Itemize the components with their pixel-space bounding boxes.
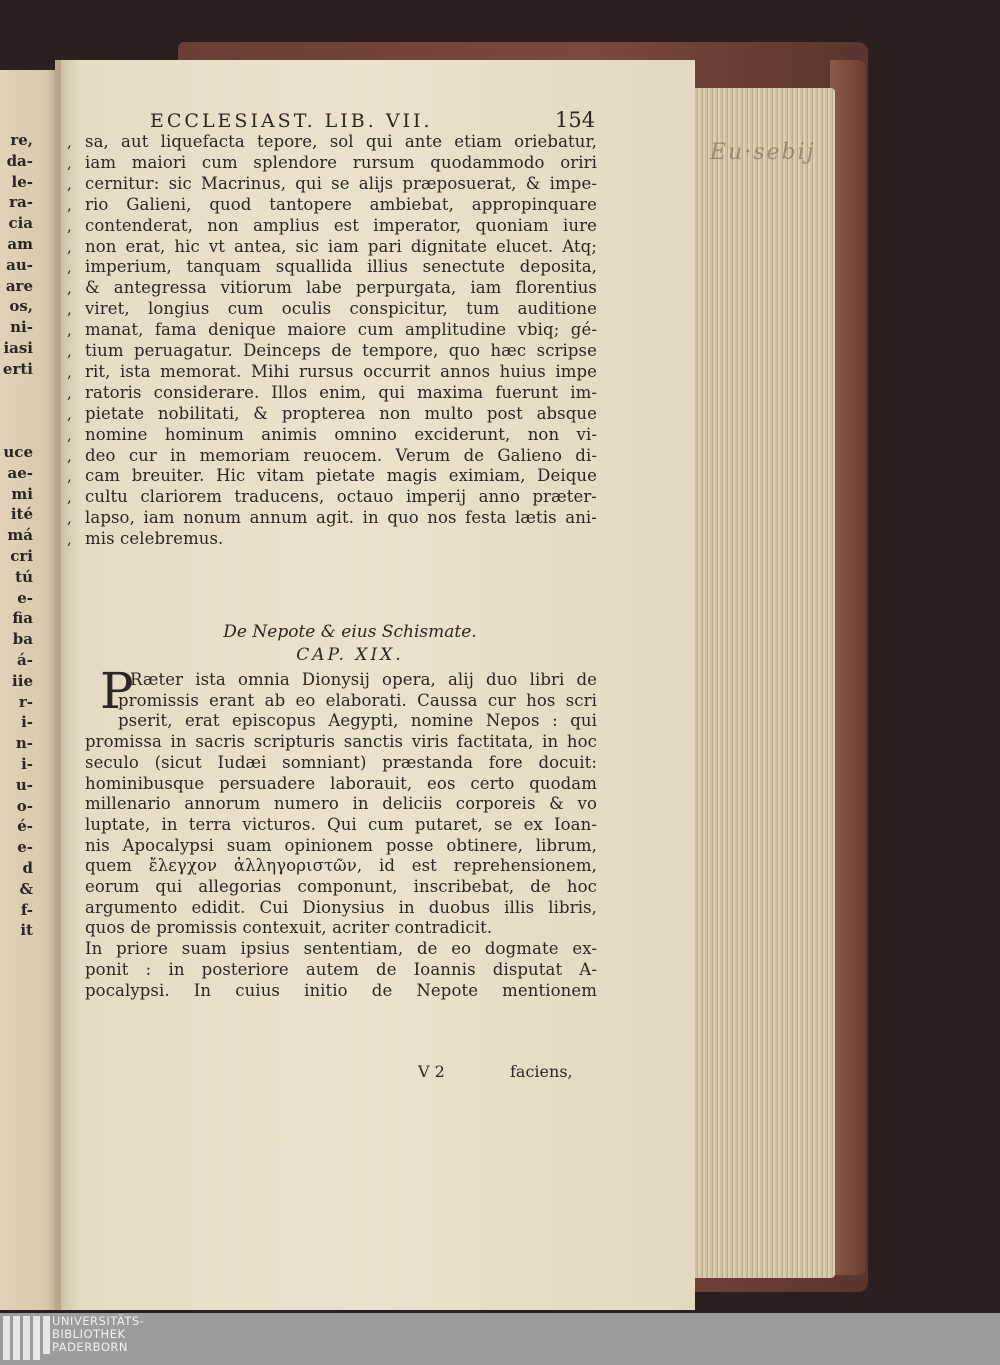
margin-quote-mark: ,	[67, 174, 72, 193]
facing-page-fragment: are	[5, 276, 33, 295]
facing-page-fragment: ni-	[10, 318, 33, 337]
margin-quote-mark: ,	[67, 467, 72, 486]
facing-page-fragment: u-	[15, 775, 33, 794]
signature-mark: V 2	[418, 1062, 445, 1081]
facing-page-fragment: erti	[2, 359, 33, 378]
page-gutter	[55, 60, 61, 1310]
chapter-title: De Nepote & eius Schismate.	[223, 622, 477, 642]
margin-quote-mark: ,	[67, 195, 72, 214]
text-line: manat, fama denique maiore cum amplitudine vbiq; gé-	[85, 320, 597, 340]
text-line: tium peruagatur. Deinceps de tempore, quo hæc scripse	[85, 341, 597, 360]
text-line: luptate, in terra victuros. Qui cum putaret, se ex Ioan-	[85, 814, 597, 834]
facing-page-fragment: da-	[6, 151, 33, 170]
facing-page-fragment: i-	[21, 713, 33, 732]
text-line: pserit, erat episcopus Aegypti, nomine Nepos : qui	[118, 711, 597, 731]
margin-quote-mark: ,	[67, 153, 72, 172]
text-line: ponit : in posteriore autem de Ioannis disputat A-	[85, 959, 597, 979]
facing-page-fragment: f-	[20, 900, 33, 919]
fore-edge-inscription: Eu·sebij	[710, 140, 816, 165]
facing-page-fragment: au-	[6, 255, 33, 274]
margin-quote-mark: ,	[67, 509, 72, 528]
facing-page-fragment: &	[19, 879, 33, 898]
facing-page-fragment: r-	[18, 692, 33, 711]
text-line: hominibusque persuadere laborauit, eos certo quodam	[85, 773, 597, 793]
text-line: iam maiori cum splendore rursum quodammodo oriri	[85, 152, 597, 172]
logo-line: BIBLIOTHEK	[52, 1327, 126, 1341]
text-line: pietate nobilitati, & propterea non multo post absque	[85, 403, 597, 423]
facing-page-fragment: uce	[3, 443, 33, 461]
text-line: seculo (sicut Iudæi somniant) præstanda fore docuit:	[85, 752, 597, 772]
text-line: cernitur: sic Macrinus, qui se alijs præposuerat, & impe-	[85, 173, 597, 193]
margin-quote-mark: ,	[67, 342, 72, 360]
text-line: eorum qui allegorias componunt, inscribebat, de hoc	[85, 877, 597, 896]
margin-quote-mark: ,	[67, 216, 72, 235]
text-line: cam breuiter. Hic vitam pietate magis eximiam, Deique	[85, 466, 597, 486]
running-head: ECCLESIAST. LIB. VII.	[150, 110, 433, 132]
book-cover-edge	[830, 60, 866, 1275]
facing-page-fragment: cri	[10, 547, 33, 565]
margin-quote-mark: ,	[67, 321, 72, 340]
facing-page-fragment: e-	[17, 838, 33, 857]
text-line: nis Apocalypsi suam opinionem posse obtinere, librum,	[85, 835, 597, 855]
text-line: millenario annorum numero in deliciis corporeis & vo	[85, 794, 597, 814]
text-line: mis celebremus.	[85, 529, 224, 549]
chapter-number: CAP. XIX.	[296, 645, 404, 665]
text-line: quem ἔλεγχον ἀλληγοριστῶν, id est reprehensionem,	[85, 856, 597, 876]
facing-page-fragment: am	[7, 235, 33, 253]
page-block-edge	[690, 88, 835, 1278]
text-line: lapso, iam nonum annum agit. in quo nos festa lætis ani-	[85, 508, 597, 528]
margin-quote-mark: ,	[67, 279, 72, 298]
facing-page-fragment: má	[7, 526, 33, 545]
margin-quote-mark: ,	[67, 258, 72, 277]
library-logo-text	[52, 1315, 144, 1354]
text-line: ratoris considerare. Illos enim, qui maxima fuerunt im-	[85, 382, 597, 402]
drop-cap: P	[100, 662, 134, 720]
text-line: Ræter ista omnia Dionysij opera, alij duo libri de	[130, 670, 597, 689]
margin-quote-mark: ,	[67, 404, 72, 423]
margin-quote-mark: ,	[67, 133, 72, 151]
facing-page-fragment: tú	[15, 567, 33, 586]
facing-page-fragment: cia	[8, 214, 33, 233]
logo-line: PADERBORN	[52, 1340, 129, 1354]
logo-line: UNIVERSITÄTS-	[52, 1314, 145, 1328]
margin-quote-mark: ,	[67, 237, 72, 256]
facing-page-fragment: d	[22, 859, 33, 877]
facing-page-fragment: ra-	[9, 193, 33, 212]
margin-quote-mark: ,	[67, 362, 72, 381]
facing-page-fragment: mi	[11, 484, 33, 503]
facing-page-fragment: o-	[16, 796, 33, 815]
text-line: cultu clariorem traducens, octauo imperij anno præter-	[85, 487, 597, 507]
text-line: rio Galieni, quod tantopere ambiebat, appropinquare	[85, 194, 597, 214]
facing-page-fragment: re,	[10, 131, 33, 149]
page-number: 154	[555, 108, 596, 132]
margin-quote-mark: ,	[67, 383, 72, 402]
facing-page-fragment: iie	[12, 671, 33, 690]
text-line: nomine hominum animis omnino exciderunt, non vi-	[85, 424, 597, 444]
text-line: rit, ista memorat. Mihi rursus occurrit annos huius impe	[85, 361, 597, 381]
margin-quote-mark: ,	[67, 530, 72, 549]
text-line: argumento edidit. Cui Dionysius in duobus illis libris,	[85, 897, 597, 917]
text-line: viret, longius cum oculis conspicitur, tum auditione	[85, 299, 597, 319]
text-line: deo cur in memoriam reuocem. Verum de Galieno di-	[85, 445, 597, 465]
text-line: quos de promissis contexuit, acriter contradicit.	[85, 918, 493, 938]
text-line: & antegressa vitiorum labe perpurgata, iam florentius	[85, 278, 597, 298]
catchword: faciens,	[510, 1062, 573, 1081]
facing-page-fragment: ité	[10, 505, 33, 524]
text-line: In priore suam ipsius sententiam, de eo dogmate ex-	[85, 939, 597, 959]
facing-page-fragment: it	[20, 921, 33, 940]
facing-page-fragment: i-	[21, 755, 33, 773]
facing-page-fragment: iasi	[3, 339, 33, 357]
margin-quote-mark: ,	[67, 300, 72, 319]
text-line: sa, aut liquefacta tepore, sol qui ante etiam oriebatur,	[85, 132, 597, 151]
text-line: contenderat, non amplius est imperator, quoniam iure	[85, 215, 597, 235]
facing-page-fragment: á-	[17, 651, 33, 669]
margin-quote-mark: ,	[67, 488, 72, 507]
text-line: imperium, tanquam squallida illius senectute deposita,	[85, 257, 597, 277]
facing-page-fragment: le-	[11, 172, 33, 191]
margin-quote-mark: ,	[67, 425, 72, 444]
text-line: promissa in sacris scripturis sanctis viris factitata, in hoc	[85, 732, 597, 752]
facing-page-fragment: ba	[12, 630, 33, 649]
text-line: non erat, hic vt antea, sic iam pari dignitate elucet. Atq;	[85, 236, 597, 256]
facing-page-fragment: n-	[15, 734, 33, 753]
facing-page-fragment: e-	[17, 588, 33, 607]
facing-page-fragment: os,	[9, 297, 33, 316]
text-line: promissis erant ab eo elaborati. Caussa cur hos scri	[118, 690, 597, 710]
margin-quote-mark: ,	[67, 446, 72, 465]
facing-page-fragment: ae-	[7, 463, 33, 482]
footer-bar	[0, 1313, 1000, 1365]
facing-page-fragment: fia	[12, 609, 33, 628]
facing-page-fragment: é-	[17, 817, 33, 836]
text-line: pocalypsi. In cuius initio de Nepote mentionem	[85, 980, 597, 1000]
